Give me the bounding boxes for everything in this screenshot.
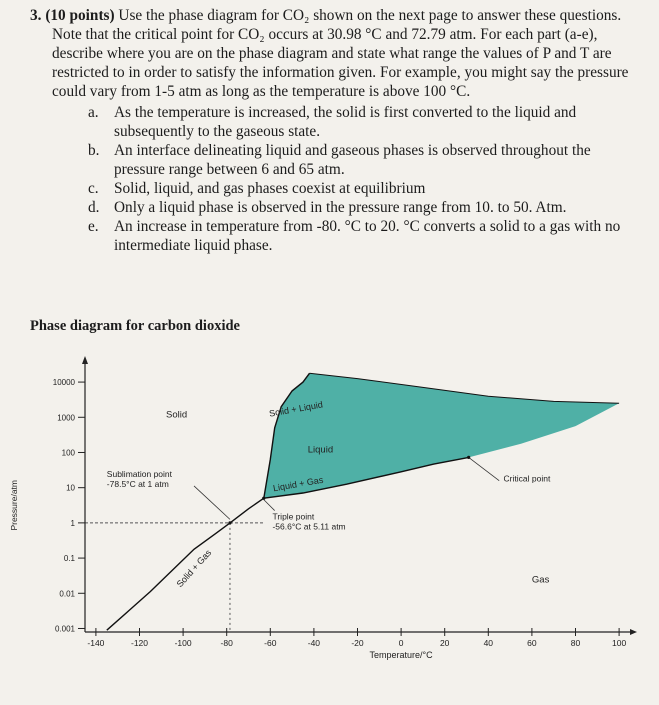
x-axis-label: Temperature/°C [369, 650, 433, 660]
y-tick-label: 10 [66, 483, 75, 493]
annotation-critical-point-line1: Critical point [503, 473, 551, 484]
x-tick-label: 60 [527, 638, 537, 648]
part-a [88, 103, 630, 141]
figure-title: Phase diagram for carbon dioxide [30, 318, 240, 334]
x-tick-label: -120 [130, 638, 149, 648]
x-tick-label: 0 [398, 638, 404, 648]
critical-point-leader [469, 457, 500, 480]
part-text: As the temperature is increased, the solid is first converted to the liquid and subsequently to the gaseous state. [114, 104, 577, 140]
phase-diagram [0, 350, 659, 700]
question-points: (10 points) [45, 7, 115, 24]
question-header [30, 6, 630, 101]
y-axis-arrow [82, 356, 88, 364]
x-tick-label: -60 [264, 638, 277, 648]
y-tick-label: 0.001 [54, 624, 75, 634]
boundary-label-liquid-gas: Liquid + Gas [272, 474, 324, 494]
question-parts [88, 103, 630, 255]
question-3 [30, 6, 630, 255]
x-tick-label: -80 [220, 638, 233, 648]
x-tick-label: 80 [570, 638, 581, 648]
x-tick-label: -20 [351, 638, 364, 648]
part-text: Solid, liquid, and gas phases coexist at equilibrium [114, 180, 426, 197]
part-text: An interface delineating liquid and gaseous phases is observed throughout the pressure range between 6 and 65 atm. [114, 142, 591, 178]
x-axis-arrow [630, 629, 637, 635]
y-tick-label: 0.1 [63, 554, 75, 564]
triple-point-marker [262, 497, 265, 500]
sublimation-curve [107, 498, 264, 630]
question-number: 3. [30, 7, 42, 24]
y-axis-label: Pressure/atm [9, 480, 19, 531]
part-d [88, 198, 630, 217]
x-tick-label: -140 [87, 638, 105, 648]
part-label: c. [88, 180, 99, 197]
annotation-sublimation-point-line1: Sublimation point [106, 469, 173, 480]
x-tick-label: -100 [174, 638, 192, 648]
x-tick-label: 20 [439, 638, 450, 648]
part-b [88, 141, 630, 179]
region-label-liquid: Liquid [307, 444, 334, 456]
sublimation-leader [194, 486, 230, 519]
sublimation-point-marker [228, 521, 231, 524]
annotation-triple-point-line2: -56.6°C at 5.11 atm [272, 521, 346, 532]
boundary-label-solid-liquid: Solid + Liquid [268, 399, 324, 419]
triple-point-leader [264, 500, 275, 511]
x-tick-label: -40 [307, 638, 321, 648]
part-e [88, 217, 630, 255]
question-intro: Use the phase diagram for CO₂ shown on the next page to answer these questions. Note that the critical point for CO₂ occurs at 30.98 °C and 72.79 atm. For each part (a-e), describe where you are on the phase diagram and state what range the values of P and T are restricted to in order to satisfy the information given. For example, you might say the pressure could vary from 1-5 atm as long as the temperature is above 100 °C. [52, 7, 629, 100]
annotation-triple-point-line1: Triple point [272, 511, 315, 522]
y-tick-label: 0.01 [59, 589, 75, 599]
x-tick-label: 40 [483, 638, 494, 648]
part-c [88, 179, 630, 198]
region-label-solid: Solid [165, 409, 188, 421]
critical-point-marker [467, 456, 470, 459]
part-text: An increase in temperature from -80. °C to 20. °C converts a solid to a gas with no intermediate liquid phase. [114, 218, 621, 254]
part-label: e. [88, 218, 99, 235]
y-tick-label: 1 [70, 518, 75, 528]
region-label-gas: Gas [531, 574, 550, 586]
phase-diagram-svg [0, 350, 659, 700]
part-label: d. [88, 199, 100, 216]
x-tick-label: 100 [612, 638, 627, 648]
part-label: b. [88, 142, 100, 159]
part-label: a. [88, 104, 99, 121]
annotation-sublimation-point-line2: -78.5°C at 1 atm [106, 479, 169, 490]
y-tick-label: 10000 [52, 378, 75, 388]
y-tick-label: 100 [61, 448, 75, 458]
part-text: Only a liquid phase is observed in the pressure range from 10. to 50. Atm. [114, 199, 567, 216]
y-tick-label: 1000 [57, 413, 75, 423]
boundary-label-solid-gas: Solid + Gas [174, 547, 214, 590]
